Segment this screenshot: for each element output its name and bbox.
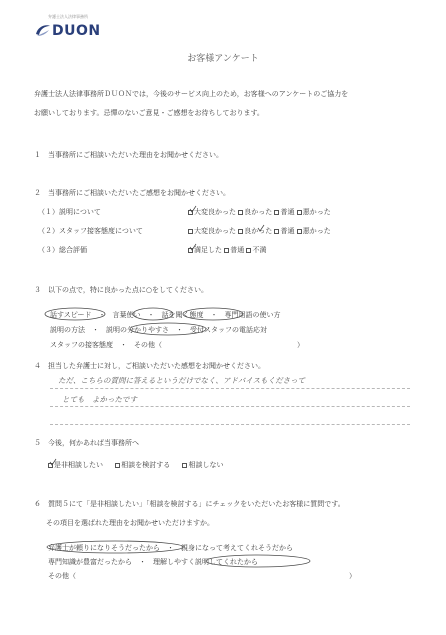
checkbox[interactable] <box>182 463 187 468</box>
checkbox[interactable] <box>188 248 193 253</box>
question-6-sub: その項目を選ばれた理由をお聞かせいただけますか。 <box>46 519 214 527</box>
checkbox[interactable] <box>274 210 279 215</box>
q5-options: 是非相談したい 相談を検討する 相談しない <box>48 461 223 469</box>
checkbox[interactable] <box>274 229 279 234</box>
logo-mark-icon <box>34 22 52 38</box>
checkbox[interactable] <box>238 210 243 215</box>
checkbox[interactable] <box>246 248 251 253</box>
q4-handwritten-answer-1: ただ、こちらの質問に答えるというだけでなく、アドバイスもくださって <box>58 376 306 385</box>
q3-options-line-3: スタッフの接客態度 ・ その他（ <box>50 341 162 349</box>
answer-line <box>50 406 410 407</box>
answer-line <box>50 424 410 425</box>
q6-options-line-2: 専門知識が豊富だったから ・ 理解しやすく説明してくれたから <box>48 558 258 566</box>
q3-options-line-1: 話すスピード ・ 言葉使い ・ 話を聞く態度 ・ 専門用語の使い方 <box>50 311 281 319</box>
answer-line <box>50 388 410 389</box>
q3-options-line-2: 説明の方法 ・ 説明の分かりやすさ ・ 受付スタッフの電話応対 <box>50 326 267 334</box>
checkbox[interactable] <box>297 229 302 234</box>
q3-other-close: ） <box>297 341 304 349</box>
question-4: ４ 担当した弁護士に対し，ご相談いただいた感想をお聞かせください。 <box>34 362 265 370</box>
question-1: １ 当事務所にご相談いただいた理由をお聞かせください。 <box>34 151 223 159</box>
logo-brand: DUON <box>52 23 101 39</box>
checkbox[interactable] <box>297 210 302 215</box>
logo-subtitle: 弁護士法人法律事務所 <box>48 14 88 19</box>
checkbox[interactable] <box>188 229 193 234</box>
q2-row-1-options: 大変良かった 良かった 普通 悪かった <box>188 208 331 216</box>
intro-line-1: 弁護士法人法律事務所ＤＵＯＮでは，今後のサービス向上のため，お客様へのアンケートのご協力を <box>34 90 349 98</box>
q2-row-2-options: 大変良かった 良かった 普通 悪かった <box>188 227 331 235</box>
q2-row-3-label: （３）総合評価 <box>38 246 87 254</box>
page-title: お客様アンケート <box>187 54 259 64</box>
question-3: ３ 以下の点で，特に良かった点に○をしてください。 <box>34 286 208 294</box>
question-5: ５ 今後，何かあれば当事務所へ <box>34 439 139 447</box>
checkbox[interactable] <box>188 210 193 215</box>
logo <box>34 12 134 48</box>
q6-options-line-1: 弁護士が頼りになりそうだったから ・ 親身になって考えてくれそうだから <box>48 544 293 552</box>
checkbox[interactable] <box>115 463 120 468</box>
q2-row-2-label: （２）スタッフ接客態度について <box>38 227 143 235</box>
q6-options-line-3: その他（ <box>48 572 76 580</box>
intro-line-2: お願いしております。忌憚のないご意見・ご感想をお待ちしております。 <box>34 109 264 117</box>
q6-other-close: ） <box>349 572 356 580</box>
checkbox[interactable] <box>224 248 229 253</box>
q4-handwritten-answer-2: とても よかったです <box>62 395 137 404</box>
q2-row-3-options: 満足した 普通 不満 <box>188 246 266 254</box>
question-2: ２ 当事務所にご相談いただいたご感想をお聞かせください。 <box>34 189 230 197</box>
checkbox[interactable] <box>48 463 53 468</box>
question-6: ６ 質問５にて「是非相談したい」「相談を検討する」にチェックをいただいたお客様に質問です。 <box>34 500 345 508</box>
checkbox[interactable] <box>238 229 243 234</box>
q2-row-1-label: （１）説明について <box>38 208 101 216</box>
